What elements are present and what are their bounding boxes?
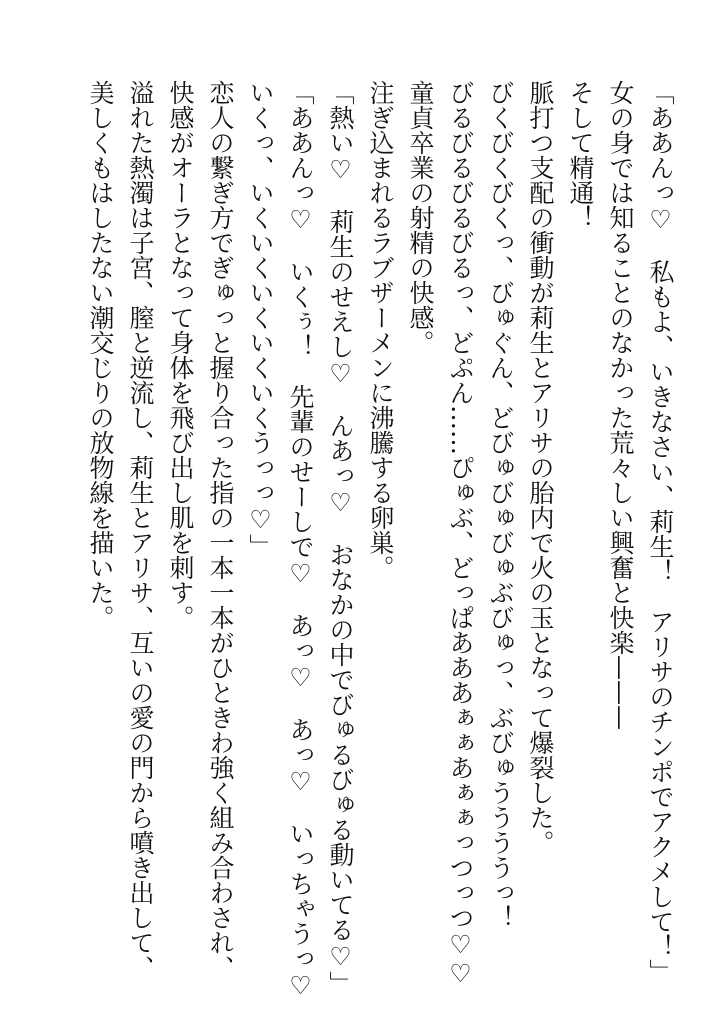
- text-line: 溢れた熱濁は子宮、膣と逆流し、莉生とアリサ、互いの愛の門から噴き出して、: [126, 80, 155, 980]
- text-line: びくびくびくっ、びゅぐん、どびゅびゅびゅぶびゅっ、ぶびゅううううっ！: [486, 80, 515, 930]
- text-line: 脈打つ支配の衝動が莉生とアリサの胎内で火の玉となって爆裂した。: [526, 80, 555, 855]
- text-line: 「熱い♡ 莉生のせえし♡ んあっ♡ おなかの中でびゅるびゅる動いてる♡」: [326, 80, 355, 996]
- text-line: 恋人の繋ぎ方でぎゅっと握り合った指の一本一本がひときわ強く組み合わされ、: [206, 80, 235, 980]
- text-line: 美しくもはしたない潮交じりの放物線を描いた。: [86, 80, 115, 630]
- text-line: 注ぎ込まれるラブザーメンに沸騰する卵巣。: [366, 80, 395, 580]
- text-line: 快感がオーラとなって身体を飛び出し肌を刺す。: [166, 80, 195, 630]
- text-line: びるびるびるびるっ、どぷん……ぴゅぶ、どっぱあああぁぁあぁぁっつっつ♡♡: [446, 80, 475, 988]
- text-line: いくっ、いくいくいくいくいくうっっ♡」: [246, 80, 275, 559]
- vertical-text-body: [80, 80, 680, 1000]
- text-line: そして精通！: [566, 80, 595, 230]
- text-line: 「ああんっ♡ 私もよ、いきなさい、莉生！ アリサのチンポでアクメして！」: [646, 80, 675, 984]
- text-line: 女の身では知ることのなかった荒々しい興奮と快楽———: [606, 80, 635, 730]
- text-line: 「ああんっ♡ いくぅ！ 先輩のせーしで♡ あっ♡ あっ♡ いっちゃうっ♡: [286, 80, 315, 1000]
- text-line: 童貞卒業の射精の快感。: [406, 80, 435, 355]
